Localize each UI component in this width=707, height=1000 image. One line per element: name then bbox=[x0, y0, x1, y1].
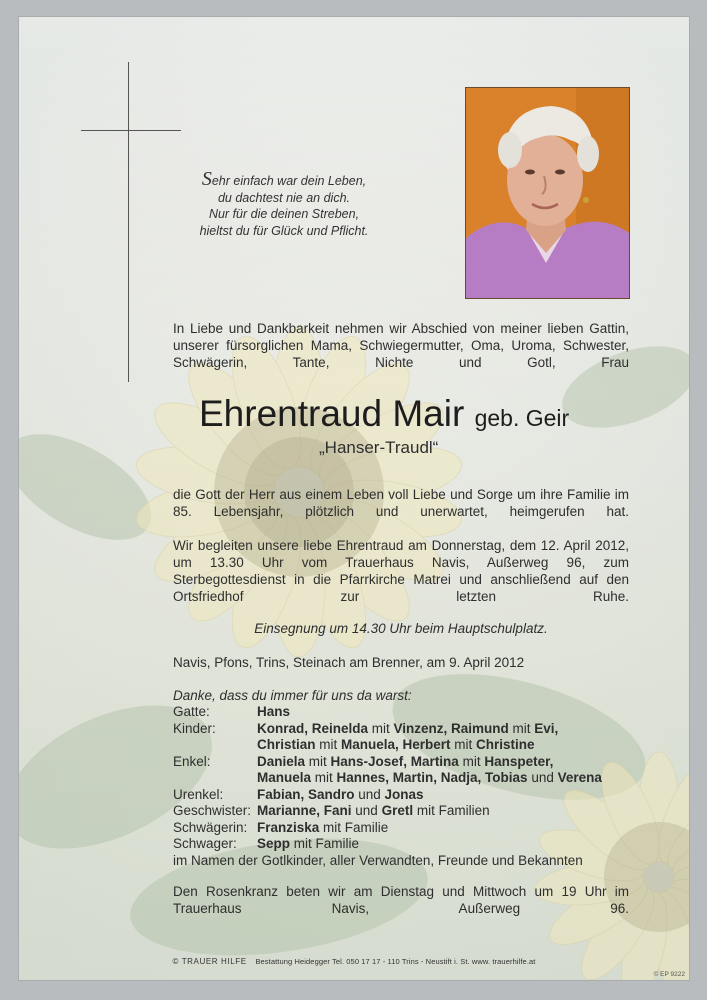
list-item bbox=[173, 787, 653, 804]
relation-names: Hans bbox=[257, 704, 291, 719]
death-notice-text: die Gott der Herr aus einem Leben voll Liebe und Sorge um ihre Familie im 85. Lebensjahr, plötzlich und unerwartet, heimgerufen hat. bbox=[173, 487, 629, 519]
relation-label: Urenkel: bbox=[173, 786, 224, 802]
deceased-name bbox=[199, 392, 639, 440]
portrait-photo bbox=[465, 87, 630, 299]
poem-initial: S bbox=[201, 168, 212, 190]
relation-names: Marianne, Fani und Gretl mit Familien bbox=[257, 803, 490, 818]
list-item bbox=[173, 836, 653, 853]
rosary-notice: Den Rosenkranz beten wir am Dienstag und Mittwoch um 19 Uhr im Trauerhaus Navis, Außerweg 96. bbox=[173, 884, 629, 916]
relation-names: Manuela mit Hannes, Martin, Nadja, Tobias und Verena bbox=[257, 770, 602, 785]
list-item bbox=[173, 853, 653, 870]
cross-icon-vertical bbox=[128, 62, 129, 382]
relation-label: Enkel: bbox=[173, 753, 211, 769]
relation-label: Geschwister: bbox=[173, 803, 252, 818]
poem-line: hieltst du für Glück und Pflicht. bbox=[199, 223, 369, 238]
closing-line: im Namen der Gotlkinder, aller Verwandten, Freunde und Bekannten bbox=[173, 852, 583, 868]
deceased-full-name: Ehrentraud Mair bbox=[199, 393, 465, 434]
relation-label: Schwägerin: bbox=[173, 819, 248, 835]
relation-names: Franziska mit Familie bbox=[257, 819, 389, 835]
cross-icon-horizontal bbox=[81, 130, 181, 131]
mourners-list bbox=[173, 704, 653, 869]
obituary-card bbox=[19, 17, 689, 980]
relation-names: Christian mit Manuela, Herbert mit Christine bbox=[257, 737, 535, 752]
poem-line: Nur für die deinen Streben, bbox=[208, 207, 360, 221]
relation-label: Kinder: bbox=[173, 720, 216, 736]
intro-text: In Liebe und Dankbarkeit nehmen wir Abschied von meiner lieben Gattin, unserer fürsorglichen Mama, Schwiegermutter, Oma, Uroma, Schwester, Schwägerin, Tante, Nichte und Gotl, Frau bbox=[173, 321, 629, 370]
list-item bbox=[173, 754, 653, 771]
relation-names: Sepp mit Familie bbox=[257, 836, 360, 851]
list-item bbox=[173, 820, 653, 837]
list-item bbox=[173, 721, 653, 738]
thanks-line: Danke, dass du immer für uns da warst: bbox=[173, 688, 412, 703]
document-code: © EP 9222 bbox=[653, 971, 685, 978]
list-item bbox=[173, 770, 653, 787]
funeral-details-text: Wir begleiten unsere liebe Ehrentraud am Donnerstag, dem 12. April 2012, um 13.30 Uhr vom Trauerhaus Navis, Außerweg 96, zum Sterbegottesdienst in die Pfarrkirche Matrei und anschließend auf den Ortsfriedhof zur letzten Ruhe. bbox=[173, 538, 629, 604]
relation-names: Fabian, Sandro und Jonas bbox=[257, 786, 424, 802]
poem-line: Sehr einfach war dein Leben, bbox=[201, 168, 367, 190]
list-item bbox=[173, 803, 653, 820]
memorial-poem bbox=[159, 168, 409, 239]
funeral-home-logo: © TRAUER HILFE bbox=[172, 957, 247, 966]
footer bbox=[19, 957, 689, 966]
list-item bbox=[173, 737, 653, 754]
funeral-home-contact: Bestattung Heidegger Tel. 050 17 17 - 110 Trins - Neustift i. St. www. trauerhilfe.at bbox=[255, 957, 536, 966]
nickname: „Hanser-Traudl“ bbox=[319, 438, 439, 457]
birth-name: geb. Geir bbox=[474, 405, 570, 431]
place-and-date: Navis, Pfons, Trins, Steinach am Brenner, am 9. April 2012 bbox=[173, 655, 525, 670]
blessing-notice: Einsegnung um 14.30 Uhr beim Hauptschulplatz. bbox=[254, 621, 548, 636]
poem-line: du dachtest nie an dich. bbox=[217, 190, 351, 205]
relation-names: Konrad, Reinelda mit Vinzenz, Raimund mit Evi, bbox=[257, 720, 559, 736]
relation-label: Schwager: bbox=[173, 836, 237, 851]
list-item bbox=[173, 704, 653, 721]
relation-label: Gatte: bbox=[173, 704, 210, 719]
relation-names: Daniela mit Hans-Josef, Martina mit Hanspeter, bbox=[257, 753, 554, 769]
